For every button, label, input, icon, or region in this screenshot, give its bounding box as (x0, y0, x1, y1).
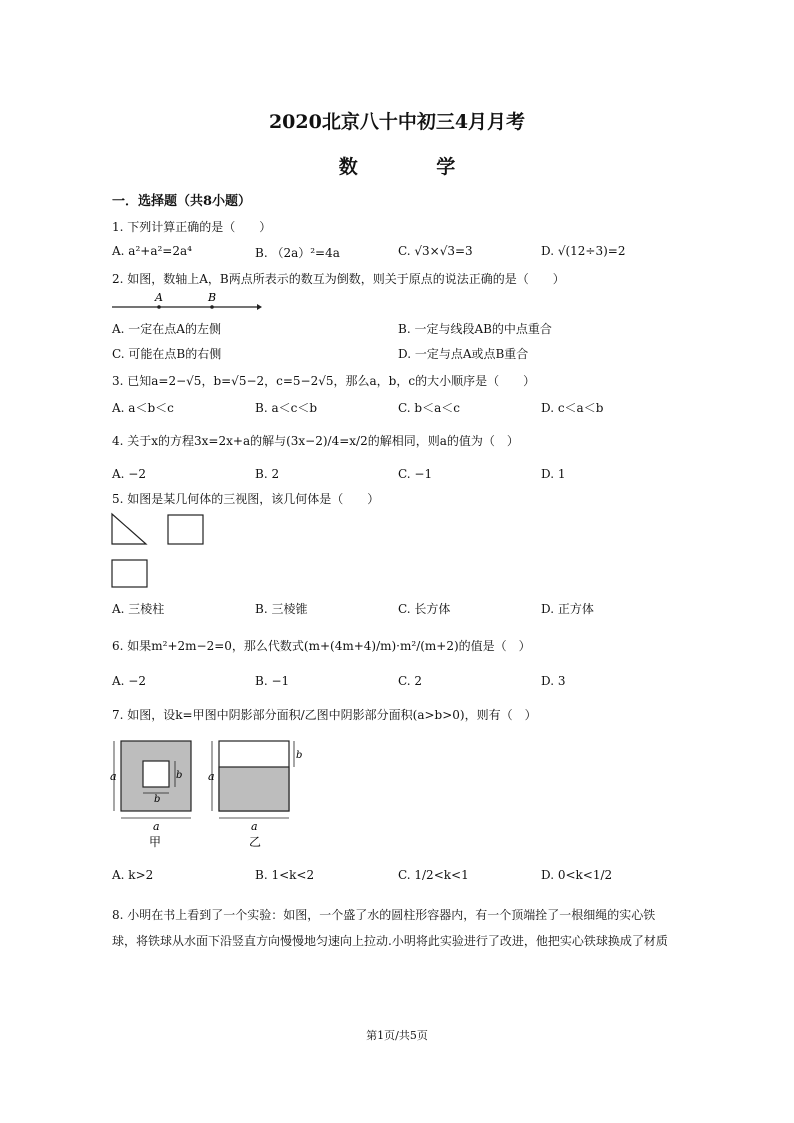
svg-text:a: a (110, 770, 117, 783)
three-views-figure (111, 513, 211, 591)
question-8-stem-line1: 8. 小明在书上看到了一个实验：如图，一个盛了水的圆柱形容器内，有一个顶端拴了一根细绳的实心铁 (112, 908, 656, 922)
q6-option-c: C. 2 (398, 674, 423, 688)
top-view-rectangle (112, 560, 147, 587)
question-8-stem-line2: 球，将铁球从水面下沿竖直方向慢慢地匀速向上拉动.小明将此实验进行了改进，他把实心铁球换成了材质 (112, 934, 668, 948)
q4-option-b: B. 2 (255, 467, 280, 481)
q2-option-b: B. 一定与线段AB的中点重合 (398, 322, 552, 336)
q1-option-c: C. √3×√3=3 (398, 244, 473, 258)
q7-option-a: A. k>2 (112, 868, 154, 882)
point-a-label: A (155, 291, 163, 304)
q7-option-d: D. 0<k<1/2 (541, 868, 613, 882)
question-1-stem: 1. 下列计算正确的是（ ） (112, 220, 272, 234)
svg-text:a: a (153, 820, 160, 833)
q1-option-d: D. √(12÷3)=2 (541, 244, 626, 258)
q2-option-a: A. 一定在点A的左侧 (112, 322, 221, 336)
q2-option-c: C. 可能在点B的右侧 (112, 347, 222, 361)
svg-text:a: a (251, 820, 258, 833)
q4-option-a: A. −2 (112, 467, 146, 481)
question-7-stem: 7. 如图，设k=甲图中阴影部分面积/乙图中阴影部分面积(a>b>0)，则有（ ） (112, 708, 537, 722)
figure-yi-shaded-rect (219, 767, 289, 811)
question-6-stem: 6. 如果m²+2m−2=0，那么代数式(m+(4m+4)/m)·m²/(m+2)的值是（ ） (112, 639, 531, 653)
q3-option-a: A. a＜b＜c (112, 401, 174, 415)
area-figures (110, 738, 310, 850)
q4-option-d: D. 1 (541, 467, 566, 481)
q5-option-a: A. 三棱柱 (112, 602, 165, 616)
figure-yi-label: 乙 (249, 835, 262, 849)
q3-option-c: C. b＜a＜c (398, 401, 460, 415)
question-5-stem: 5. 如图是某几何体的三视图，该几何体是（ ） (112, 492, 380, 506)
svg-text:b: b (296, 750, 303, 761)
exam-title: 2020北京八十中初三4月月考 (268, 111, 526, 133)
q6-option-a: A. −2 (112, 674, 146, 688)
figure-jia-inner-square (143, 761, 169, 787)
svg-text:b: b (176, 770, 183, 781)
number-line-figure (112, 290, 262, 314)
q1-option-b: B. （2a）²=4a (255, 246, 340, 260)
point-b-label: B (208, 291, 217, 304)
q7-option-c: C. 1/2<k<1 (398, 868, 469, 882)
section-heading: 一．选择题（共8小题） (112, 194, 252, 209)
q5-option-d: D. 正方体 (541, 602, 594, 616)
front-view-triangle (112, 514, 146, 544)
question-4-stem: 4. 关于x的方程3x=2x+a的解与(3x−2)/4=x/2的解相同，则a的值为（ ） (112, 434, 519, 448)
subject-title: 数 学 (338, 156, 492, 178)
q6-option-d: D. 3 (541, 674, 566, 688)
page-footer: 第1页/共5页 (366, 1029, 428, 1042)
q2-option-d: D. 一定与点A或点B重合 (398, 347, 529, 361)
point-b-marker (210, 305, 214, 309)
q5-option-c: C. 长方体 (398, 602, 451, 616)
q3-option-b: B. a＜c＜b (255, 401, 318, 415)
svg-text:a: a (208, 770, 215, 783)
q4-option-c: C. −1 (398, 467, 433, 481)
q1-option-a: A. a²+a²=2a⁴ (112, 244, 192, 258)
point-a-marker (157, 305, 161, 309)
q6-option-b: B. −1 (255, 674, 290, 688)
svg-text:b: b (154, 794, 161, 805)
q5-option-b: B. 三棱锥 (255, 602, 308, 616)
question-2-stem: 2. 如图，数轴上A，B两点所表示的数互为倒数，则关于原点的说法正确的是（ ） (112, 272, 565, 286)
q3-option-d: D. c＜a＜b (541, 401, 604, 415)
figure-jia-label: 甲 (149, 835, 162, 849)
side-view-rectangle (168, 515, 203, 544)
q7-option-b: B. 1<k<2 (255, 868, 315, 882)
question-3-stem: 3. 已知a=2−√5，b=√5−2，c=5−2√5，那么a，b，c的大小顺序是（ ） (112, 374, 536, 388)
